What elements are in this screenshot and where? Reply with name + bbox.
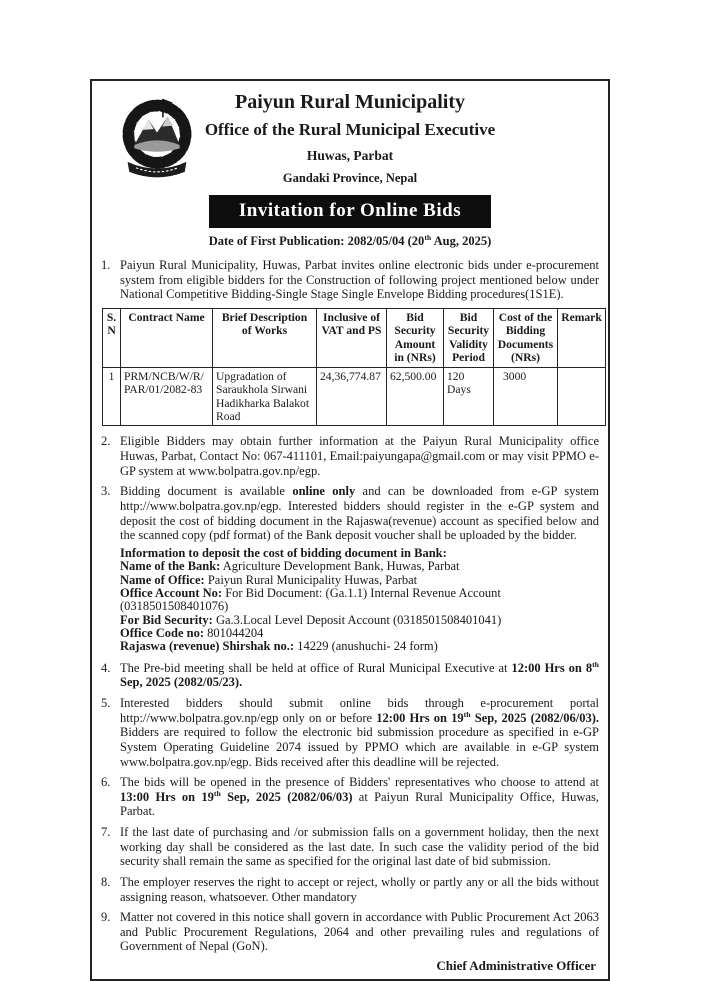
col-header-inclusive-vat: Inclusive of VAT and PS [317,308,387,367]
item-number: 1. [101,258,111,272]
publication-date-sup: th [424,232,432,242]
date-superscript: th [213,788,221,798]
notice-item-7 [101,825,599,869]
item-number: 2. [101,434,111,449]
item-text [120,661,599,690]
item-text [120,484,599,543]
bank-line-value: For Bid Document: (Ga.1.1) Internal Revenue Account (0318501508401076) [120,585,501,614]
bank-info-block [120,547,599,654]
item-number: 9. [101,910,111,925]
item-text-segment: Interested bidders should submit online bids through e-procurement portal http://www.bolpatra.gov.np/egp only on or before [120,696,599,725]
item-text: The employer reserves the right to accept or reject, wholly or partly any or all the bids without assigning reason, whatsoever. Other mandatory [120,874,599,904]
table-row [103,367,606,426]
notice-item-4 [101,661,599,690]
bank-line-label: Name of the Bank: [120,559,221,574]
item-text: Matter not covered in this notice shall govern in accordance with Public Procurement Act 2063 and Public Procurement Regulations, 2064 and other prevailing rules and regulations of Government of Nepal (GoN). [120,910,599,954]
date-superscript: th [463,709,471,719]
item-text-bold: 12:00 Hrs on 19 [376,710,464,725]
item-text-bold: 12:00 Hrs on 8 [511,660,593,675]
cell-contract-name: PRM/NCB/W/R/ PAR/01/2082-83 [121,367,213,426]
col-header-sn: S. N [103,308,121,367]
item-text-segment: Bidding document is available [120,484,293,499]
item-text [120,775,599,819]
item-text-segment: at Paiyun Rural Municipality Office, Huwas, Parbat. [120,789,599,819]
col-header-contract-name: Contract Name [121,308,213,367]
bank-line-label: Rajaswa (revenue) Shirshak no.: [120,639,295,654]
item-text-segment: The bids will be opened in the presence of Bidders' representatives who choose to attend at [120,775,599,790]
item-number: 6. [101,775,111,790]
publication-date [101,234,599,249]
notice-item-2 [101,434,599,478]
notice-item-1 [101,258,599,302]
office-name: Office of the Rural Municipal Executive [204,120,496,139]
notice-border-box [90,79,610,981]
item-text-segment: The Pre-bid meeting shall be held at office of Rural Municipal Executive at [120,660,512,675]
bank-line-value: 14229 (anushuchi- 24 form) [297,639,438,654]
bank-info-line [120,574,599,587]
item-text [120,696,599,769]
publication-date-tail: Aug, 2025) [431,234,492,248]
item-text-segment: and can be downloaded from e-GP system http://www.bolpatra.gov.np/egp. Interested bidders should register in the e-GP system and deposit the cost of bidding document in the Rajaswa(revenue) account as specified below and the scanned copy (pdf format) of the Bank deposit voucher shall be uploaded by the bidder. [120,484,599,543]
bank-info-line [120,614,599,627]
notice-item-6 [101,775,599,819]
item-text: If the last date of purchasing and /or submission falls on a government holiday, then the next working day shall be considered as the last date. In such case the validity period of the bid security shall remain the same as specified for the original last date of bid submission. [120,825,599,869]
notice-item-3 [101,484,599,543]
item-text-bold: Sep, 2025 (2082/05/23). [120,675,243,690]
item-number: 8. [101,874,111,889]
item-number: 7. [101,825,111,839]
publication-date-text: Date of First Publication: 2082/05/04 (20 [208,234,425,248]
bank-info-heading: Information to deposit the cost of bidding document in Bank: [120,545,447,560]
bank-line-label: Office Code no: [120,626,205,640]
notice-item-5 [101,696,599,769]
item-text-bold: Sep, 2025 (2082/06/03). [470,710,599,725]
bank-info-line [120,587,599,614]
bank-line-label: For Bid Security: [120,612,213,627]
province-line: Gandaki Province, Nepal [282,171,418,185]
cell-bid-security: 62,500.00 [387,367,444,426]
item-number: 5. [101,696,111,710]
item-text-bold: 13:00 Hrs on 19 [120,789,214,804]
table-header-row [103,308,606,367]
notice-item-9 [101,910,599,954]
cell-sn: 1 [103,367,121,426]
bank-line-value: 801044204 [207,626,264,640]
item-text-bold: online only [292,484,356,499]
bid-table [102,308,606,427]
nepal-emblem-icon [115,93,199,187]
bank-line-label: Name of Office: [120,572,205,587]
bank-info-line [120,627,599,640]
col-header-doc-cost: Cost of the Bidding Documents (NRs) [494,308,558,367]
invitation-banner: Invitation for Online Bids [209,195,491,228]
item-text-segment: Bidders are required to follow the electronic bid submission procedure as specified in e-GP System Operating Guideline 2074 issued by PPMO which are available in e-GP system www.bolpatra.gov.np/egp. Bids received after this deadline will be rejected. [120,725,599,769]
col-header-remark: Remark [558,308,606,367]
item-text: Eligible Bidders may obtain further information at the Paiyun Rural Municipality office Huwas, Parbat, Contact No: 067-411101, Email:paiyungapa@gmail.com or may visit PPMO e-GP system at www.bolpatra.gov.np/egp. [120,434,599,478]
col-header-bid-validity: Bid Security Validity Period [444,308,494,367]
bank-line-value: Ga.3.Local Level Deposit Account (0318501508401041) [215,612,502,627]
item-number: 3. [101,484,111,499]
municipality-name: Paiyun Rural Municipality [234,91,466,113]
cell-amount: 24,36,774.87 [317,367,387,426]
bank-info-line [120,640,599,653]
signature-line: Chief Administrative Officer [436,958,596,973]
cell-doc-cost: 3000 [494,367,558,426]
bank-line-value: Agriculture Development Bank, Huwas, Parbat [222,559,460,574]
col-header-description: Brief Description of Works [213,308,317,367]
bank-line-value: Paiyun Rural Municipality Huwas, Parbat [207,572,418,587]
notice-item-8 [101,875,599,904]
cell-remark [558,367,606,426]
bank-line-label: Office Account No: [120,585,223,600]
item-text-bold: Sep, 2025 (2082/06/03) [220,789,353,804]
bank-info-line [120,560,599,573]
item-text: Paiyun Rural Municipality, Huwas, Parbat invites online electronic bids under e-procurement system from eligible bidders for the Construction of following project mentioned below under National Competitive Bidding-Single Stage Single Envelope Bidding procedures(1S1E). [120,258,599,302]
col-header-bid-security-amount: Bid Security Amount in (NRs) [387,308,444,367]
item-number: 4. [101,660,111,675]
cell-description: Upgradation of Saraukhola Sirwani Hadikharka Balakot Road [213,367,317,426]
location-line: Huwas, Parbat [306,148,394,163]
cell-validity: 120 Days [444,367,494,426]
document-header [101,91,599,249]
date-superscript: th [592,659,599,669]
